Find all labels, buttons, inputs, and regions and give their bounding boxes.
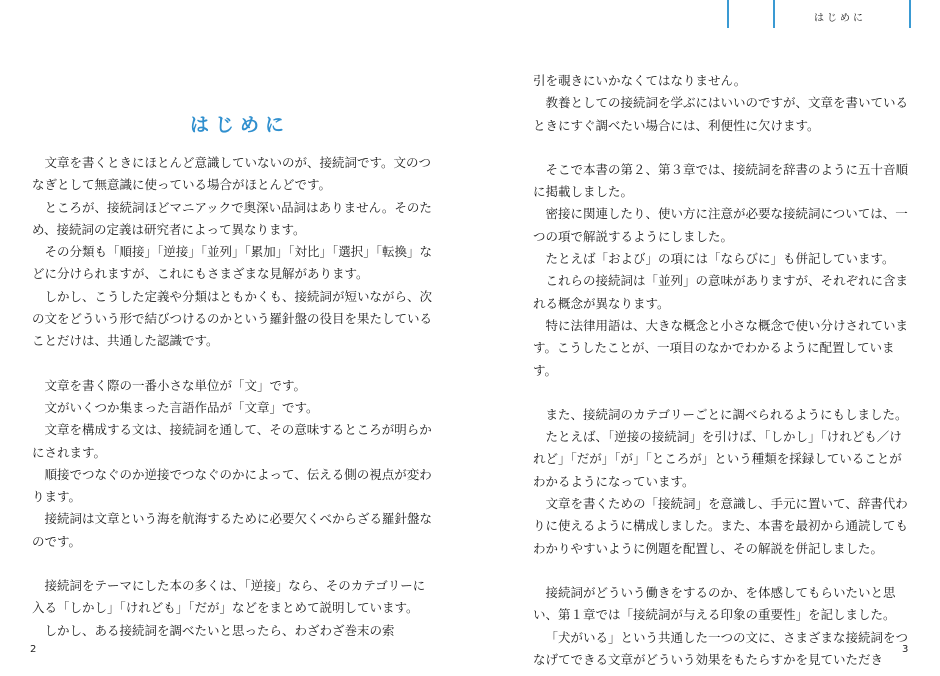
- header-rule-middle: [773, 0, 775, 28]
- body-paragraph: たとえば「および」の項には「ならびに」も併記しています。: [545, 251, 895, 267]
- body-paragraph: 順接でつなぐのか逆接でつなぐのかによって、伝える側の視点が変わります。: [32, 466, 432, 505]
- body-paragraph: 「犬がいる」という共通した一つの文に、さまざまな接続詞をつなげてできる文章がどういう効果をもたらすかを見ていただき: [533, 629, 909, 667]
- body-paragraph: たとえば、「逆接の接続詞」を引けば、「しかし」「けれども／けれど」「だが」「が」「ところが」という種類を採録していることがわかるようになっています。: [533, 429, 902, 489]
- body-paragraph: 引を覗きにいかなくてはなりません。: [533, 73, 747, 88]
- body-paragraph: 教養としての接続詞を学ぶにはいいのですが、文章を書いているときにすぐ調べたい場合には、利便性に欠けます。: [533, 95, 909, 133]
- paragraph-gap: [32, 553, 432, 575]
- body-paragraph: 文章を構成する文は、接続詞を通して、その意味するところが明らかにされます。: [32, 422, 432, 460]
- body-paragraph: 文章を書くための「接続詞」を意識し、手元に置いて、辞書代わりに使えるように構成しました。また、本書を最初から通読してもわかりやすいように例題を配置し、その解説を併記しました。: [533, 496, 909, 556]
- body-paragraph: これらの接続詞は「並列」の意味がありますが、それぞれに含まれる概念が異なります。: [533, 273, 909, 311]
- body-paragraph: 接続詞をテーマにした本の多くは、「逆接」なら、そのカテゴリーに入る「しかし」「けれども」「だが」などをまとめて説明しています。: [32, 578, 426, 616]
- body-paragraph: また、接続詞のカテゴリーごとに調べられるようにもしました。: [545, 406, 908, 422]
- page-number-right: 3: [902, 644, 909, 655]
- body-paragraph: 接続詞がどういう働きをするのか、を体感してもらいたいと思い、第１章では「接続詞が与える印象の重要性」を記しました。: [533, 584, 896, 623]
- body-paragraph: 接続詞は文章という海を航海するために必要欠くべからざる羅針盤なのです。: [32, 511, 433, 549]
- body-paragraph: 文章を書く際の一番小さな単位が「文」です。: [44, 377, 307, 393]
- page-number-left: 2: [30, 644, 37, 655]
- paragraph-gap: [32, 353, 432, 375]
- header-rule-right: [909, 0, 911, 28]
- body-paragraph: 密接に関連したり、使い方に注意が必要な接続詞については、一つの項で解説するようにしました。: [533, 206, 908, 244]
- body-paragraph: その分類も「順接」「逆接」「並列」「累加」「対比」「選択」「転換」などに分けられますが、これにもさまざまな見解があります。: [32, 244, 433, 282]
- left-page-body: [32, 152, 432, 642]
- right-page-body: [533, 70, 913, 671]
- header-rule-left: [727, 0, 729, 28]
- paragraph-gap: [533, 137, 913, 159]
- body-paragraph: そこで本書の第２、第３章では、接続詞を辞書のように五十音順に掲載しました。: [533, 161, 909, 200]
- running-head: はじめに: [814, 13, 866, 24]
- paragraph-gap: [533, 382, 913, 404]
- chapter-title: はじめに: [189, 113, 290, 136]
- body-paragraph: ところが、接続詞ほどマニアックで奥深い品詞はありません。そのため、接続詞の定義は研究者によって異なります。: [32, 199, 432, 237]
- body-paragraph: しかし、ある接続詞を調べたいと思ったら、わざわざ巻末の索: [44, 622, 395, 638]
- body-paragraph: 特に法律用語は、大きな概念と小さな概念で使い分けされています。こうしたことが、一項目のなかでわかるように配置しています。: [533, 317, 909, 378]
- body-paragraph: しかし、こうした定義や分類はともかくも、接続詞が短いながら、次の文をどういう形で結びつけるのかという羅針盤の役目を果たしていることだけは、共通した認識です。: [32, 288, 433, 349]
- body-paragraph: 文章を書くときにほとんど意識していないのが、接続詞です。文のつなぎとして無意識に使っている場合がほとんどです。: [32, 155, 432, 193]
- body-paragraph: 文がいくつか集まった言語作品が「文章」です。: [44, 399, 319, 415]
- paragraph-gap: [533, 560, 913, 582]
